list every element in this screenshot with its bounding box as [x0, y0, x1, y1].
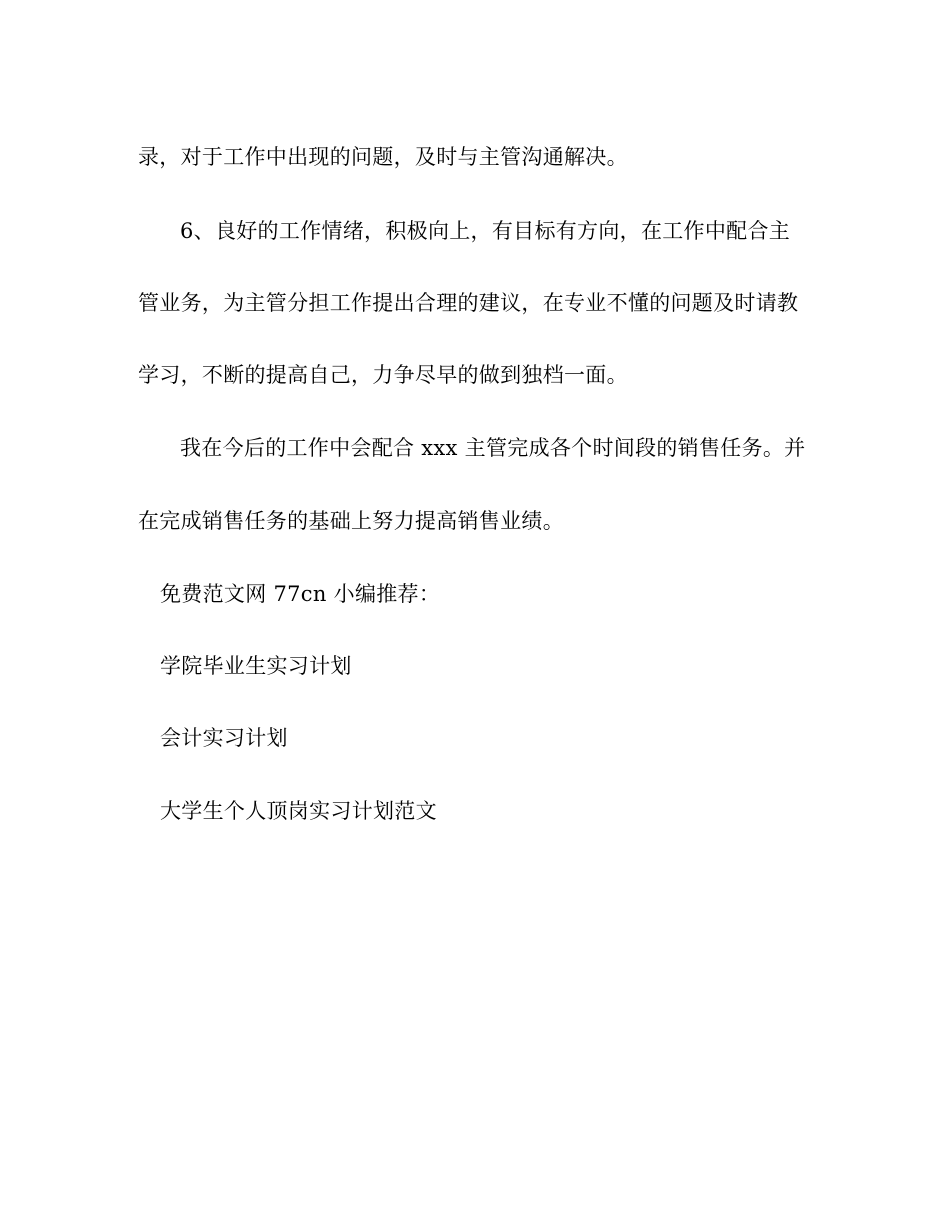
paragraph-text: 我在今后的工作中会配合 xxx 主管完成各个时间段的销售任务。并 — [180, 436, 806, 460]
recommendation-link[interactable]: 大学生个人顶岗实习计划范文 — [160, 799, 437, 823]
recommendation-link[interactable]: 会计实习计划 — [160, 726, 288, 750]
recommendation-title: 免费范文网 77cn 小编推荐： — [160, 582, 441, 606]
paragraph-text: 录，对于工作中出现的问题，及时与主管沟通解决。 — [138, 145, 628, 169]
paragraph-text: 6、良好的工作情绪，积极向上，有目标有方向，在工作中配合主 — [180, 219, 791, 243]
paragraph-text: 管业务，为主管分担工作提出合理的建议，在专业不懂的问题及时请教 — [138, 291, 799, 315]
paragraph-text: 在完成销售任务的基础上努力提高销售业绩。 — [138, 509, 564, 533]
paragraph-text: 学习，不断的提高自己，力争尽早的做到独档一面。 — [138, 363, 628, 387]
recommendation-link[interactable]: 学院毕业生实习计划 — [160, 654, 352, 678]
